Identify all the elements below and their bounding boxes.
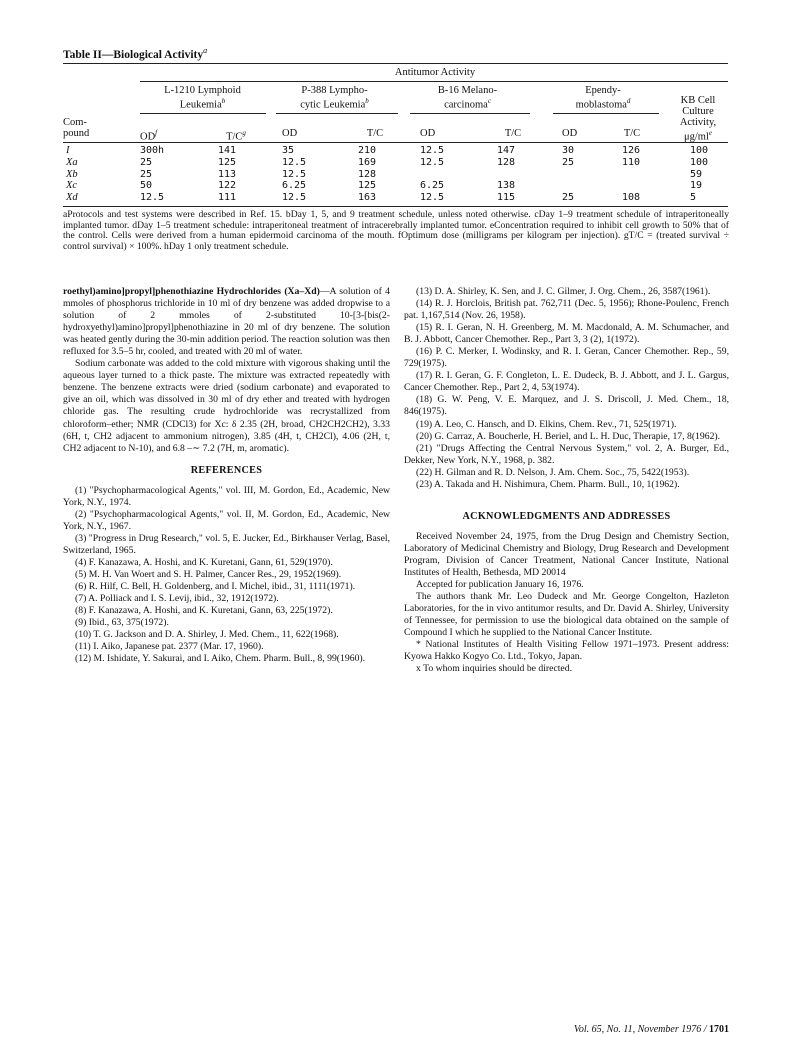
table-cell: 25 bbox=[562, 192, 575, 204]
table-cell: 12.5 bbox=[282, 168, 307, 180]
table-cell: 125 bbox=[218, 156, 237, 168]
reference-item: (11) I. Aiko, Japanese pat. 2377 (Mar. 17, 1960). bbox=[75, 641, 264, 653]
reference-item: (6) R. Hilf, C. Bell, H. Goldenberg, and I. Michel, ibid., 31, 1111(1971). bbox=[75, 581, 356, 593]
reference-item: (7) A. Polliack and I. S. Levij, ibid., 32, 1912(1972). bbox=[75, 593, 279, 605]
table-cell: 100 bbox=[690, 145, 709, 156]
antitumor-header: Antitumor Activity bbox=[394, 67, 476, 78]
subhead-tc: T/C bbox=[623, 128, 641, 139]
reference-item: (18) G. W. Peng, V. E. Marquez, and J. S. Driscoll, J. Med. Chem., 18, 846(1975). bbox=[404, 394, 729, 418]
received-text: Received November 24, 1975, from the Drug Design and Chemistry Section, Laboratory of Medicinal Chemistry and Biology, Drug Research and Development Program, Division of Cancer Treatment, National Cancer Institute, National Institutes of Health, Bethesda, MD 20014 bbox=[404, 530, 729, 578]
table-cell: 115 bbox=[497, 192, 516, 204]
group-rule bbox=[553, 113, 659, 114]
reference-item: (14) R. J. Horclois, British pat. 762,711 (Dec. 5, 1956); Rhone-Poulenc, French pat. 1,167,514 (Nov. 26, 1958). bbox=[404, 298, 729, 322]
reference-item: (9) Ibid., 63, 375(1972). bbox=[75, 617, 169, 629]
table-cell: 12.5 bbox=[420, 156, 445, 168]
subhead-od: OD bbox=[562, 128, 578, 139]
right-column bbox=[404, 286, 729, 675]
compound-cell: Xb bbox=[66, 168, 78, 180]
antitumor-rule bbox=[140, 81, 728, 82]
subhead-od: OD bbox=[420, 128, 436, 139]
experimental-paragraph: roethyl)amino]propyl]phenothiazine Hydrochlorides (Xa–Xd)—A solution of 4 mmoles of phosphorus trichloride in 10 ml of dry benzene was added dropwise to a solution of 2 mmoles of 2-substituted 10-[3-[bis(2-hydroxyethyl)amino]propyl]phenothiazine in 20 ml of dry benzene. The solution was heated gently during the 30-min addition period. The reaction solution was then refluxed for 3.5–5 hr, cooled, and treated with 20 ml of water. bbox=[63, 286, 390, 358]
reference-item: (23) A. Takada and H. Nishimura, Chem. Pharm. Bull., 10, 1(1962). bbox=[416, 478, 680, 490]
inquiries-note: x To whom inquiries should be directed. bbox=[416, 663, 573, 675]
table-cell: 12.5 bbox=[420, 192, 445, 204]
table-cell: 113 bbox=[218, 168, 237, 180]
table-cell: 50 bbox=[140, 180, 153, 192]
table-cell: 141 bbox=[218, 145, 237, 156]
experimental-paragraph-2: Sodium carbonate was added to the cold mixture with vigorous shaking until the aqueous layer turned to a thick paste. The mixture was extracted repeatedly with benzene. The benzene extracts were dried (sodium carbonate) and evaporated to give an oil, which was dissolved in 30 ml of dry ether and treated with hydrogen chloride gas. The resulting crude hydrochloride was recrystallized from chloroform–ether; NMR (CDCl3) for Xc: δ 2.35 (2H, broad, CH2CH2CH2), 3.33 (6H, t, CH2 adjacent to ammonium nitrogen), 3.85 (4H, t, CH2Cl), 4.06 (2H, t, CH2 adjacent to N-10), and 6.8 –∼ 7.2 (7H, m, aromatic). bbox=[63, 358, 390, 454]
table-cell: 59 bbox=[690, 168, 703, 180]
left-column bbox=[63, 286, 390, 665]
table-cell: 25 bbox=[140, 168, 153, 180]
reference-item: (20) G. Carraz, A. Boucherle, H. Beriel, and L. H. Duc, Therapie, 17, 8(1962). bbox=[416, 430, 721, 442]
references-heading: REFERENCES bbox=[190, 464, 263, 476]
group-rule bbox=[140, 113, 266, 114]
subhead-tc: T/C bbox=[366, 128, 384, 139]
page-number: 1701 bbox=[709, 1024, 729, 1035]
table-cell: 25 bbox=[140, 156, 153, 168]
header-bottom-rule bbox=[63, 142, 728, 143]
references-list-right bbox=[404, 286, 729, 491]
subhead-od: OD bbox=[282, 128, 298, 139]
group-header-b16: B-16 Melano- carcinoma$^c$ bbox=[437, 85, 498, 111]
table-cell: 300h bbox=[140, 145, 165, 156]
subhead-tc: T/C bbox=[504, 128, 522, 139]
compound-cell: Xc bbox=[66, 180, 78, 192]
reference-item: (16) P. C. Merker, I. Wodinsky, and R. I. Geran, Cancer Chemother. Rep., 59, 729(1975). bbox=[404, 346, 729, 370]
table-cell: 19 bbox=[690, 180, 703, 192]
group-rule bbox=[276, 113, 398, 114]
table-cell: 6.25 bbox=[282, 180, 307, 192]
table-top-rule bbox=[63, 63, 728, 64]
group-rule bbox=[410, 113, 530, 114]
table-title: Table II—Biological Activity$^a$ bbox=[63, 46, 208, 61]
accepted-text: Accepted for publication January 16, 1976. bbox=[416, 579, 584, 591]
reference-item: (13) D. A. Shirley, K. Sen, and J. C. Gilmer, J. Org. Chem., 26, 3587(1961). bbox=[416, 286, 711, 297]
reference-item: (10) T. G. Jackson and D. A. Shirley, J. Med. Chem., 11, 622(1968). bbox=[75, 629, 339, 641]
reference-item: (5) M. H. Van Woert and S. H. Palmer, Cancer Res., 29, 1952(1969). bbox=[75, 569, 342, 581]
table-cell: 12.5 bbox=[140, 192, 165, 204]
table-cell: 125 bbox=[358, 180, 377, 192]
table-cell: 122 bbox=[218, 180, 237, 192]
table-cell: 108 bbox=[622, 192, 641, 204]
group-header-ependymoblastoma: Ependy- moblastoma$^d$ bbox=[575, 85, 631, 111]
reference-item: (4) F. Kanazawa, A. Hoshi, and K. Kuretani, Gann, 61, 529(1970). bbox=[75, 556, 333, 568]
table-cell: 128 bbox=[497, 156, 516, 168]
compound-heading: roethyl)amino]propyl]phenothiazine Hydrochlorides (Xa–Xd) bbox=[63, 286, 320, 297]
table-cell: 30 bbox=[562, 145, 575, 156]
reference-item: (2) "Psychopharmacological Agents," vol. II, M. Gordon, Ed., Academic, New York, N.Y., 1967. bbox=[63, 508, 390, 532]
table-cell: 5 bbox=[690, 192, 697, 204]
compound-cell: I bbox=[66, 145, 70, 156]
reference-item: (17) R. I. Geran, G. F. Congleton, L. E. Dudeck, B. J. Abbott, and J. L. Gargus, Cancer Chemother. Rep., Part 2, 4, 53(1974). bbox=[404, 370, 729, 394]
table-cell: 163 bbox=[358, 192, 377, 204]
table-cell: 12.5 bbox=[282, 156, 307, 168]
reference-item: (15) R. I. Geran, N. H. Greenberg, M. M. Macdonald, A. M. Schumacher, and B. J. Abbott, Cancer Chemother. Rep., Part 3, 3 (2), 1(1972). bbox=[404, 322, 729, 346]
reference-item: (1) "Psychopharmacological Agents," vol. III, M. Gordon, Ed., Academic, New York, N.Y., 1974. bbox=[63, 484, 390, 508]
reference-item: (3) "Progress in Drug Research," vol. 5, E. Jucker, Ed., Birkhauser Verlag, Basel, Switzerland, 1965. bbox=[63, 532, 390, 556]
table-cell: 111 bbox=[218, 192, 237, 204]
table-cell: 128 bbox=[358, 168, 377, 180]
table-cell: 100 bbox=[690, 156, 709, 168]
table-cell: 6.25 bbox=[420, 180, 445, 192]
table-cell: 12.5 bbox=[282, 192, 307, 204]
reference-item: (8) F. Kanazawa, A. Hoshi, and K. Kuretani, Gann, 63, 225(1972). bbox=[75, 605, 333, 617]
compound-header: Com- pound bbox=[63, 117, 90, 139]
table-cell: 12.5 bbox=[420, 145, 445, 156]
table-cell: 138 bbox=[497, 180, 516, 192]
thanks-text: The authors thank Mr. Leo Dudeck and Mr. George Congelton, Hazleton Laboratories, for the in vivo antitumor results, and Dr. David A. Shirley, University of Tennessee, for permission to use the biological data obtained on the sample of Compound I which he supplied to the National Cancer Institute. bbox=[404, 591, 729, 639]
kb-header: KB Cell Culture Activity, $\mu g/ml^e$ bbox=[679, 95, 717, 143]
table-cell: 25 bbox=[562, 156, 575, 168]
group-header-p388: P-388 Lympho- cytic Leukemia$^b$ bbox=[300, 85, 369, 111]
compound-cell: Xa bbox=[66, 156, 78, 168]
compound-cell: Xd bbox=[66, 192, 78, 204]
table-footnotes: aProtocols and test systems were described in Ref. 15. bDay 1, 5, and 9 treatment schedule, unless noted otherwise. cDay 1–9 treatment schedule of intraperitoneally implanted tumor. dDay 1–5 treatment schedule: intraperitoneal treatment of intracerebrally implanted tumor. eConcentration required to inhibit cell growth to 50% that of the control. Cells were derived from a human epidermoid carcinoma of the mouth. fOptimum dose (milligrams per kilogram per injection). gT/C = (treated survival ÷ control survival) × 100%. hDay 1 only treatment schedule. bbox=[63, 209, 729, 252]
references-list-left bbox=[63, 485, 390, 666]
subhead-od: $OD^f$ bbox=[140, 129, 158, 143]
reference-item: (21) "Drugs Affecting the Central Nervous System," vol. 2, A. Burger, Ed., Dekker, New York, N.Y., 1968, p. 382. bbox=[404, 442, 729, 466]
table-cell: 110 bbox=[622, 156, 641, 168]
table-bottom-rule bbox=[63, 206, 728, 207]
table-cell: 169 bbox=[358, 156, 377, 168]
group-header-l1210: L-1210 Lymphoid Leukemia$^b$ bbox=[164, 85, 241, 111]
reference-item: (12) M. Ishidate, Y. Sakurai, and I. Aiko, Chem. Pharm. Bull., 8, 99(1960). bbox=[75, 653, 366, 665]
table-cell: 126 bbox=[622, 145, 641, 156]
table-cell: 147 bbox=[497, 145, 516, 156]
page-footer: Vol. 65, No. 11, November 1976 / 1701 bbox=[573, 1024, 729, 1035]
table-cell: 35 bbox=[282, 145, 295, 156]
reference-item: (22) H. Gilman and R. D. Nelson, J. Am. Chem. Soc., 75, 5422(1953). bbox=[416, 466, 690, 478]
acknowledgments-heading: ACKNOWLEDGMENTS AND ADDRESSES bbox=[462, 510, 671, 522]
table-cell: 210 bbox=[358, 145, 377, 156]
subhead-tc: $T/C^g$ bbox=[226, 129, 246, 143]
reference-item: (19) A. Leo, C. Hansch, and D. Elkins, Chem. Rev., 71, 525(1971). bbox=[416, 418, 677, 430]
fellow-note: * National Institutes of Health Visiting Fellow 1971–1973. Present address: Kyowa Hakko Kogyo Co. Ltd., Tokyo, Japan. bbox=[404, 639, 729, 663]
